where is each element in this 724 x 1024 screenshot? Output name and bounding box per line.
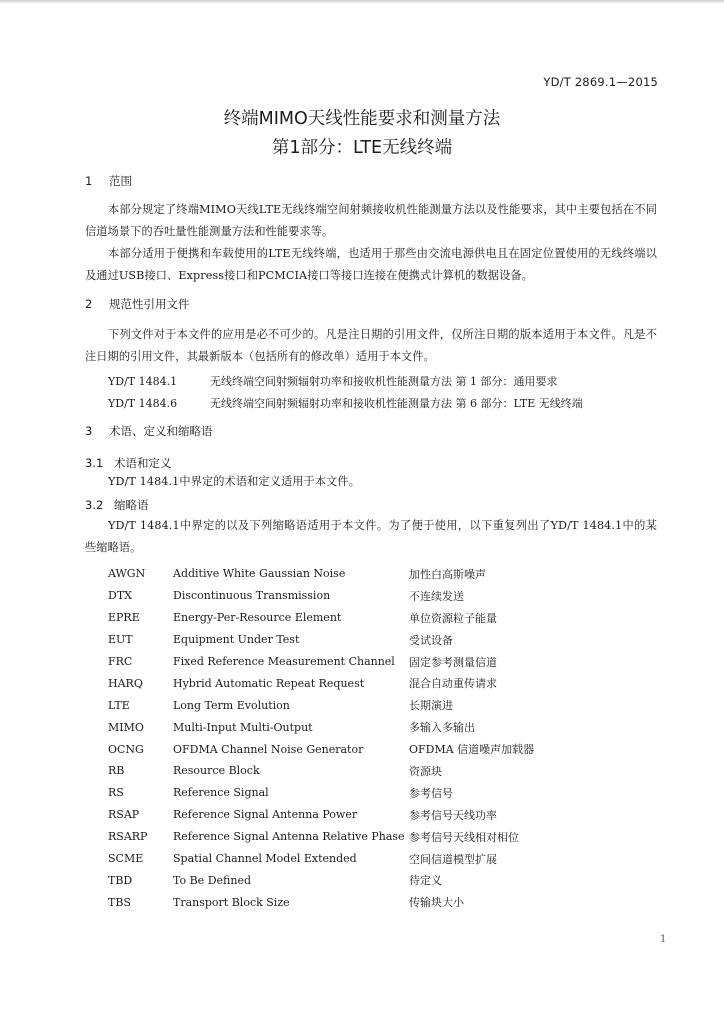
section-heading-terms <box>85 423 213 439</box>
abbreviation: MIMO <box>108 720 144 734</box>
abbreviation-english: Spatial Channel Model Extended <box>173 852 357 866</box>
abbreviation-row <box>108 848 589 870</box>
terms-paragraph: YD/T 1484.1中界定的术语和定义适用于本文件。 <box>108 475 360 488</box>
subsection-heading-abbreviations <box>85 497 149 513</box>
section-number: 2 <box>85 297 93 311</box>
section-title: 规范性引用文件 <box>109 297 190 311</box>
abbreviation-chinese: 加性白高斯噪声 <box>409 567 486 581</box>
abbreviation-chinese: 资源块 <box>409 764 442 778</box>
abbreviation-english: Reference Signal <box>173 786 269 800</box>
document-title: 终端MIMO天线性能要求和测量方法 <box>223 109 501 129</box>
section-title: 范围 <box>109 174 132 188</box>
abbreviation-chinese: 参考信号天线相对相位 <box>409 830 519 844</box>
abbreviation: TBS <box>108 895 131 909</box>
abbreviation-english: Reference Signal Antenna Relative Phase <box>173 830 405 844</box>
reference-code: YD/T 1484.1 <box>108 375 178 388</box>
abbreviation-english: To Be Defined <box>173 873 251 887</box>
abbreviation-english: Reference Signal Antenna Power <box>173 808 358 822</box>
section-number: 3.1 <box>85 456 104 470</box>
reference-title: 无线终端空间射频辐射功率和接收机性能测量方法 第 1 部分：通用要求 <box>210 375 558 388</box>
abbreviation: RS <box>108 786 124 800</box>
standard-number: YD/T 2869.1—2015 <box>543 75 658 89</box>
abbreviation-english: Transport Block Size <box>173 895 290 909</box>
section-title: 术语和定义 <box>114 456 172 470</box>
reference-item <box>108 373 558 389</box>
abbreviation: TBD <box>108 873 133 887</box>
abbreviation: LTE <box>108 698 130 712</box>
subsection-heading-terms-definitions <box>85 455 172 471</box>
abbreviation-english: Long Term Evolution <box>173 698 290 712</box>
abbreviation: HARQ <box>108 676 143 690</box>
abbreviation-chinese: 受试设备 <box>409 633 453 647</box>
abbreviation: SCME <box>108 852 144 866</box>
scan-top-border <box>0 0 724 3</box>
abbreviations-intro-paragraph: YD/T 1484.1中界定的以及下列缩略语适用于本文件。为了便于使用，以下重复列出了YD/T 1484.1中的某些缩略语。 <box>85 519 657 554</box>
abbreviation-row <box>108 563 589 585</box>
abbreviation: FRC <box>108 655 133 668</box>
reference-item <box>108 395 583 411</box>
abbreviation-row <box>108 738 589 760</box>
abbreviation-english: Additive White Gaussian Noise <box>173 567 346 581</box>
abbreviation-row <box>108 804 589 826</box>
abbreviation-chinese: 固定参考测量信道 <box>409 655 497 669</box>
abbreviation: DTX <box>108 589 132 603</box>
abbreviation-row <box>108 716 589 738</box>
scope-paragraph-2: 本部分适用于便携和车载使用的LTE无线终端，也适用于那些由交流电源供电且在固定位置使用的无线终端以及通过USB接口、Express接口和PCMCIA接口等接口连接在便携式计算机的数据设备。 <box>85 247 657 282</box>
references-intro-paragraph: 下列文件对于本文件的应用是必不可少的。凡是注日期的引用文件，仅所注日期的版本适用于本文件。凡是不注日期的引用文件，其最新版本（包括所有的修改单）适用于本文件。 <box>85 328 657 363</box>
section-number: 3.2 <box>85 498 104 512</box>
abbreviation-chinese: 混合自动重传请求 <box>409 677 497 691</box>
abbreviation: RSAP <box>108 808 140 822</box>
abbreviation: RSARP <box>108 830 148 844</box>
abbreviation-row <box>108 585 589 607</box>
abbreviation-row <box>108 760 589 782</box>
abbreviation: OCNG <box>108 742 144 756</box>
section-heading-normative-references <box>85 296 190 312</box>
section-title: 缩略语 <box>114 498 149 512</box>
abbreviation-english: Hybrid Automatic Repeat Request <box>173 676 365 690</box>
abbreviation-chinese: 参考信号 <box>409 786 453 800</box>
abbreviation-chinese: 单位资源粒子能量 <box>409 611 497 625</box>
abbreviation-row <box>108 607 589 629</box>
abbreviation-chinese: 长期演进 <box>409 699 453 713</box>
abbreviation-row <box>108 672 589 694</box>
abbreviation-english: Multi-Input Multi-Output <box>173 720 313 734</box>
abbreviation-english: Discontinuous Transmission <box>173 589 331 603</box>
abbreviation-row <box>108 651 589 673</box>
abbreviation-english: Resource Block <box>173 764 260 778</box>
section-number: 3 <box>85 424 93 438</box>
document-subtitle: 第1部分：LTE无线终端 <box>271 138 453 158</box>
abbreviation-row <box>108 782 589 804</box>
abbreviation-row <box>108 694 589 716</box>
abbreviations-table <box>108 563 589 913</box>
section-heading-scope <box>85 173 132 189</box>
abbreviation-english: Energy-Per-Resource Element <box>173 611 342 625</box>
abbreviation-chinese: 待定义 <box>409 874 442 888</box>
abbreviation-english: Fixed Reference Measurement Channel <box>173 655 395 668</box>
abbreviation-chinese: OFDMA 信道噪声加载器 <box>409 743 535 757</box>
abbreviation-row <box>108 869 589 891</box>
abbreviation: EPRE <box>108 611 140 625</box>
abbreviation-chinese: 多输入多输出 <box>409 721 475 735</box>
abbreviation-chinese: 不连续发送 <box>409 589 464 603</box>
abbreviation: AWGN <box>108 567 146 581</box>
abbreviation-chinese: 传输块大小 <box>409 896 464 910</box>
reference-title: 无线终端空间射频辐射功率和接收机性能测量方法 第 6 部分：LTE 无线终端 <box>210 397 583 410</box>
abbreviation-chinese: 参考信号天线功率 <box>409 808 497 822</box>
abbreviation-english: Equipment Under Test <box>173 633 300 647</box>
abbreviation: RB <box>108 764 125 778</box>
abbreviation-chinese: 空间信道模型扩展 <box>409 852 497 866</box>
abbreviation-row <box>108 891 589 913</box>
abbreviation-row <box>108 826 589 848</box>
abbreviation-english: OFDMA Channel Noise Generator <box>173 742 364 756</box>
section-title: 术语、定义和缩略语 <box>109 424 213 438</box>
page-number: 1 <box>660 934 667 945</box>
abbreviation: EUT <box>108 633 133 647</box>
reference-code: YD/T 1484.6 <box>108 397 178 410</box>
scope-paragraph-1: 本部分规定了终端MIMO天线LTE无线终端空间射频接收机性能测量方法以及性能要求，其中主要包括在不同信道场景下的吞吐量性能测量方法和性能要求等。 <box>85 203 657 238</box>
abbreviation-row <box>108 629 589 651</box>
section-number: 1 <box>85 174 93 188</box>
